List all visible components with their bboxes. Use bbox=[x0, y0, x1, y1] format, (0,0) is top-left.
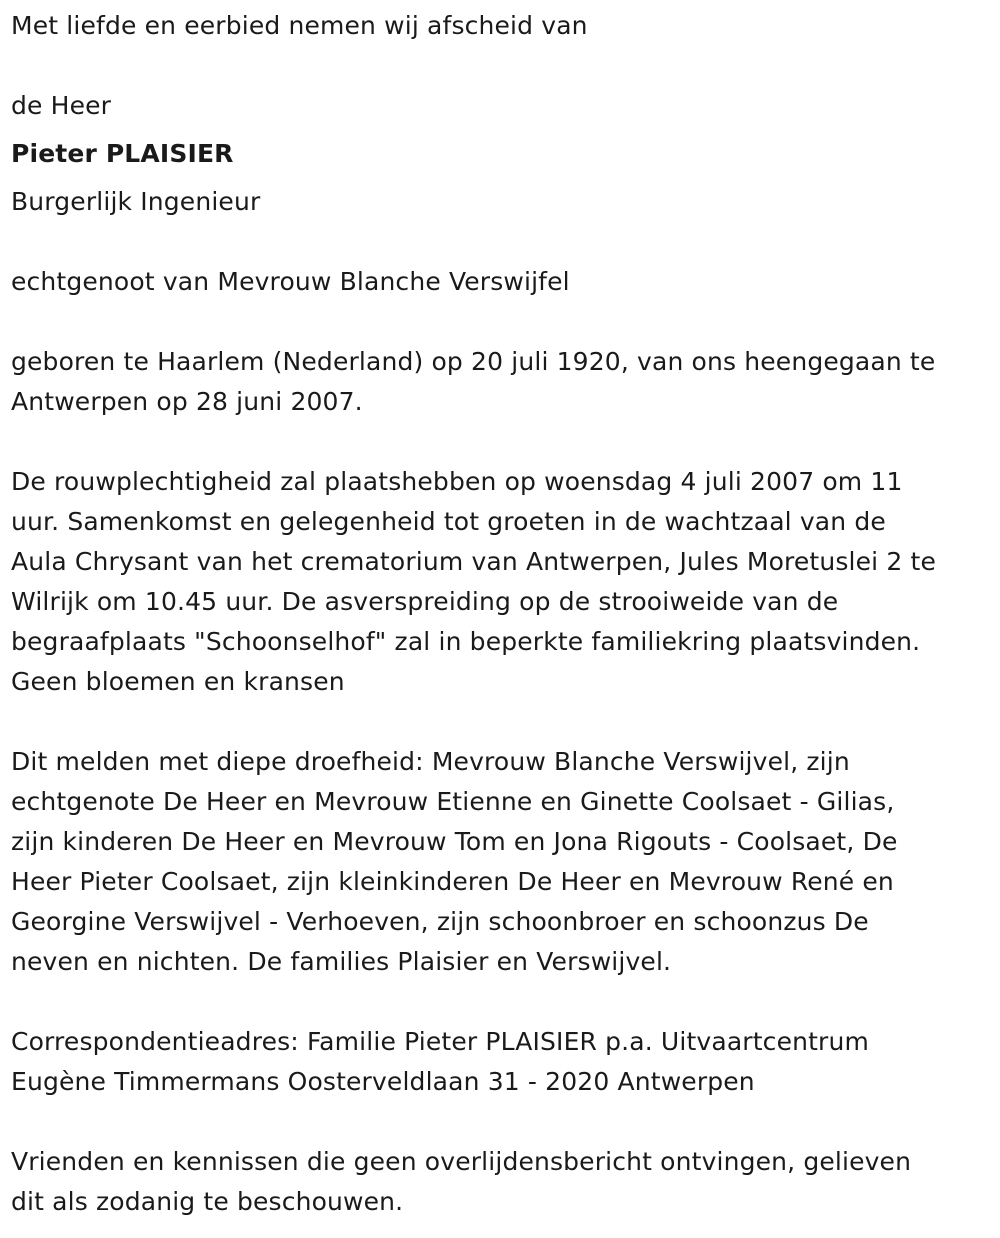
spacer bbox=[11, 982, 991, 1022]
honorific-text: de Heer bbox=[11, 91, 112, 120]
obituary-notice bbox=[11, 6, 991, 1222]
paragraph-line: Correspondentieadres: Familie Pieter PLAISIER p.a. Uitvaartcentrum bbox=[11, 1027, 869, 1056]
paragraph-line: Georgine Verswijvel - Verhoeven, zijn schoonbroer en schoonzus De bbox=[11, 907, 869, 936]
spacer bbox=[11, 1102, 991, 1142]
spacer bbox=[11, 422, 991, 462]
paragraph-line: De rouwplechtigheid zal plaatshebben op woensdag 4 juli 2007 om 11 bbox=[11, 467, 903, 496]
paragraph-line: Dit melden met diepe droefheid: Mevrouw Blanche Verswijvel, zijn bbox=[11, 747, 850, 776]
paragraph-line: Vrienden en kennissen die geen overlijdensbericht ontvingen, gelieven bbox=[11, 1147, 912, 1176]
paragraph-line: Eugène Timmermans Oosterveldlaan 31 - 2020 Antwerpen bbox=[11, 1067, 755, 1096]
paragraph-line: Geen bloemen en kransen bbox=[11, 667, 345, 696]
paragraph-line: echtgenote De Heer en Mevrouw Etienne en Ginette Coolsaet - Gilias, bbox=[11, 787, 895, 816]
paragraph-line: Antwerpen op 28 juni 2007. bbox=[11, 387, 363, 416]
ceremony-paragraph bbox=[11, 462, 991, 702]
correspondence-paragraph bbox=[11, 1022, 991, 1102]
birth-death-paragraph bbox=[11, 342, 991, 422]
spacer bbox=[11, 46, 991, 86]
paragraph-line: neven en nichten. De families Plaisier en Verswijvel. bbox=[11, 947, 672, 976]
mourners-paragraph bbox=[11, 742, 991, 982]
paragraph-line: Wilrijk om 10.45 uur. De asverspreiding op de strooiweide van de bbox=[11, 587, 839, 616]
intro-text: Met liefde en eerbied nemen wij afscheid van bbox=[11, 11, 588, 40]
paragraph-line: Heer Pieter Coolsaet, zijn kleinkinderen De Heer en Mevrouw René en bbox=[11, 867, 894, 896]
closing-paragraph bbox=[11, 1142, 991, 1222]
paragraph-line: Aula Chrysant van het crematorium van Antwerpen, Jules Moretuslei 2 te bbox=[11, 547, 937, 576]
paragraph-line: uur. Samenkomst en gelegenheid tot groeten in de wachtzaal van de bbox=[11, 507, 886, 536]
spacer bbox=[11, 702, 991, 742]
profession-text: Burgerlijk Ingenieur bbox=[11, 187, 261, 216]
spacer bbox=[11, 302, 991, 342]
spouse-text: echtgenoot van Mevrouw Blanche Verswijfel bbox=[11, 267, 570, 296]
paragraph-line: dit als zodanig te beschouwen. bbox=[11, 1187, 404, 1216]
paragraph-line: zijn kinderen De Heer en Mevrouw Tom en Jona Rigouts - Coolsaet, De bbox=[11, 827, 898, 856]
paragraph-line: begraafplaats "Schoonselhof" zal in beperkte familiekring plaatsvinden. bbox=[11, 627, 921, 656]
spacer bbox=[11, 126, 991, 134]
paragraph-line: geboren te Haarlem (Nederland) op 20 juli 1920, van ons heengegaan te bbox=[11, 347, 936, 376]
deceased-name: Pieter PLAISIER bbox=[11, 139, 234, 168]
spacer bbox=[11, 174, 991, 182]
spacer bbox=[11, 222, 991, 262]
